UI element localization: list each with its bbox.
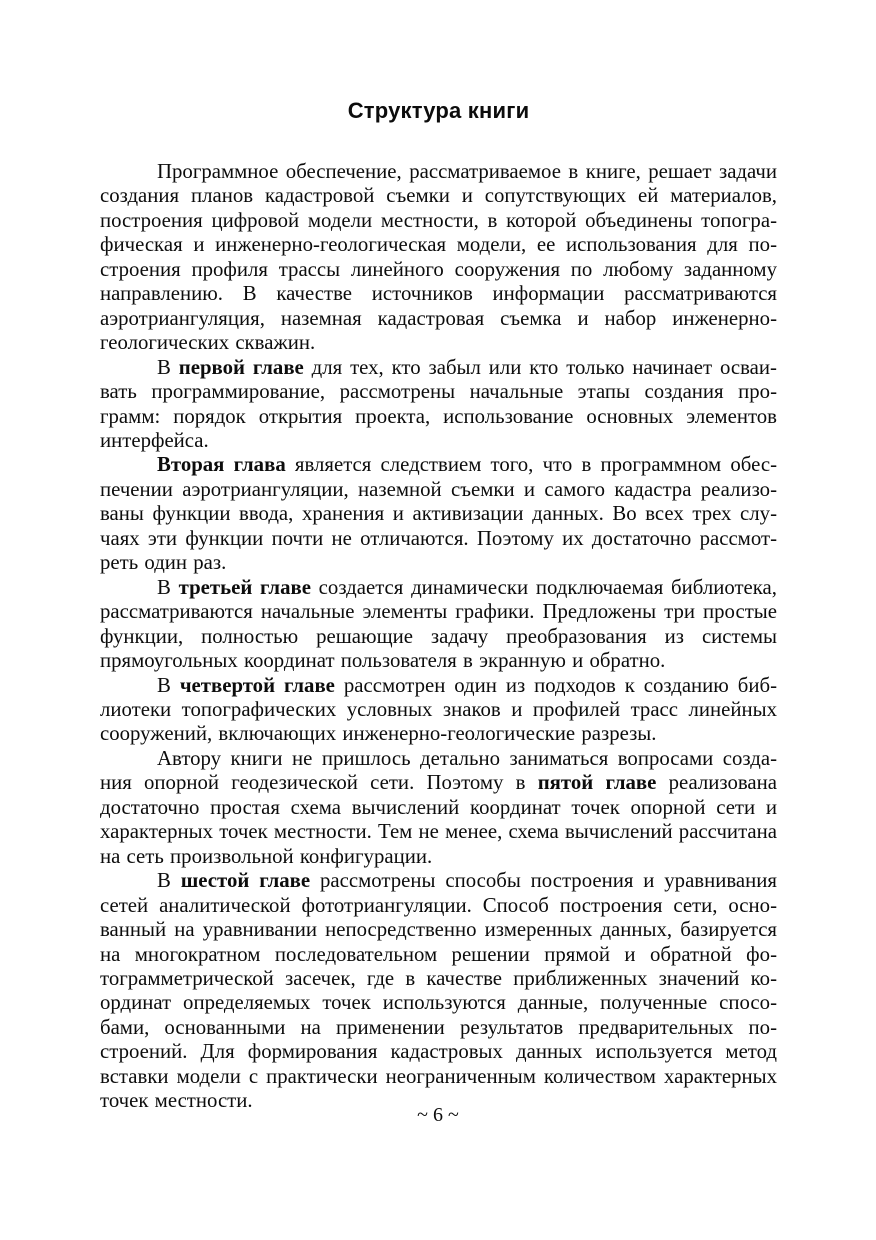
chapter-reference: шестой главе bbox=[180, 869, 311, 893]
chapter-reference: четвертой главе bbox=[179, 673, 335, 697]
text-run: Автору книги не пришлось детально заниматься вопросами создания опорной геодезической сети. Поэтому в bbox=[100, 746, 777, 795]
text-run: рассмотрены способы построения и уравнивания сетей аналитической фототриангуляции. Способ построения сети, основанный на уравнивании непосредственно измеренных данных, базируется на многократном последовательном решении прямой и обратной фотограмметрической засечек, где в качестве приближенных значений координат определяемых точек используются данные, полученные способами, основанными на применении результатов предварительных построений. Для формирования кадастровых данных используется метод вставки модели с практически неограниченным количеством характерных точек местности. bbox=[100, 869, 777, 1113]
page-title: Структура книги bbox=[347, 98, 530, 123]
paragraph bbox=[100, 356, 777, 454]
chapter-reference: третьей главе bbox=[178, 575, 311, 599]
paragraph bbox=[100, 160, 777, 356]
paragraph bbox=[100, 869, 777, 1114]
text-run: для тех, кто забыл или кто только начинает осваивать программирование, рассмотрены начальные этапы создания программ: порядок открытия проекта, использование основных элементов интерфейса. bbox=[100, 355, 777, 452]
text-run: является следствием того, что в программном обеспечении аэротриангуляции, наземной съемки и самого кадастра реализованы функции ввода, хранения и активизации данных. Во всех трех случаях эти функции почти не отличаются. Поэтому их достаточно рассмотреть один раз. bbox=[100, 453, 777, 575]
body-text bbox=[100, 160, 777, 1114]
chapter-reference: первой главе bbox=[178, 355, 304, 379]
text-run: В bbox=[157, 869, 181, 893]
chapter-reference: пятой главе bbox=[537, 771, 657, 795]
text-run: реализована достаточно простая схема вычислений координат точек опорной сети и характерных точек местности. Тем не менее, схема вычислений рассчитана на сеть произвольной конфигурации. bbox=[100, 771, 778, 868]
text-run: В bbox=[157, 575, 179, 599]
text-run: создается динамически подключаемая библиотека, рассматриваются начальные элементы графики. Предложены три простые функции, полностью решающие задачу преобразования из системы прямоугольных координат пользователя в экранную и обратно. bbox=[100, 575, 777, 673]
paragraph bbox=[100, 453, 777, 575]
paragraph bbox=[100, 674, 777, 747]
text-run: Программное обеспечение, рассматриваемое в книге, решает задачи создания планов кадастровой съемки и сопутствующих ей материалов, построения цифровой модели местности, в которой объединены топографическая и инженерно-геологическая модели, ее использования для построения профиля трассы линейного сооружения по любому заданному направлению. В качестве источников информации рассматриваются аэротриангуляция, наземная кадастровая съемка и набор инженерно-геологических скважин. bbox=[100, 160, 777, 355]
paragraph bbox=[100, 576, 777, 674]
text-run: рассмотрен один из подходов к созданию библиотеки топографических условных знаков и профилей трасс линейных сооружений, включающих инженерно-геологические разрезы. bbox=[100, 673, 778, 746]
text-run: В bbox=[157, 355, 179, 379]
paragraph bbox=[100, 747, 777, 869]
page-number: ~ 6 ~ bbox=[417, 1104, 459, 1126]
chapter-reference: Вторая глава bbox=[157, 453, 286, 477]
text-run: В bbox=[157, 673, 180, 697]
